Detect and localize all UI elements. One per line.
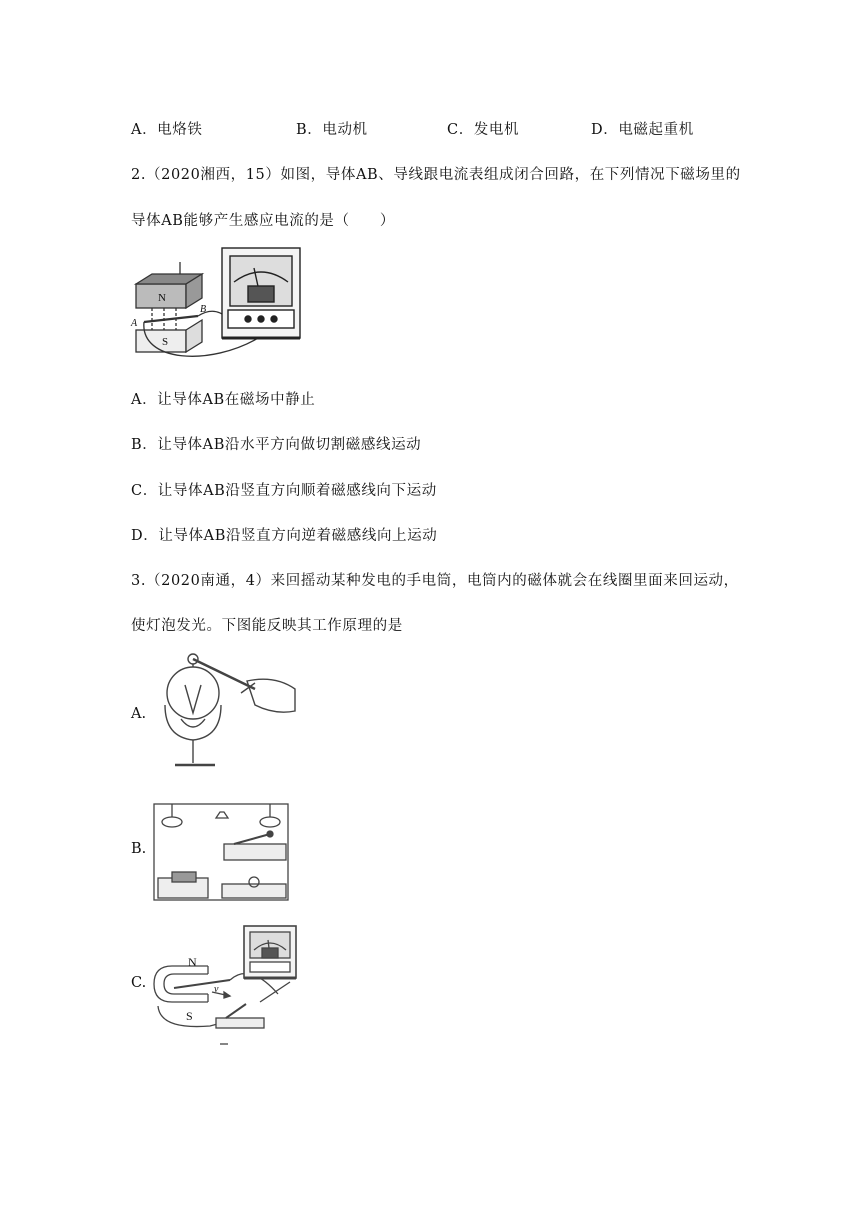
q2-stem-line2: 导体AB能够产生感应电流的是（ ）	[131, 213, 395, 229]
q2-stem-line1: 2.（2020湘西，15）如图，导体AB、导线跟电流表组成闭合回路，在下列情况下磁场里的	[131, 167, 741, 183]
q2-figure	[130, 242, 310, 372]
q3-figure-b	[152, 800, 292, 910]
label-a: A	[131, 318, 138, 329]
q3-figure-c	[150, 922, 310, 1050]
q3-option-c-label: C.	[131, 975, 147, 991]
q3-option-b-label: B.	[131, 841, 147, 857]
q2-option-c: C．让导体AB沿竖直方向顺着磁感线向下运动	[131, 483, 437, 499]
label-n: N	[158, 292, 166, 304]
q2-option-d: D．让导体AB沿竖直方向逆着磁感线向上运动	[131, 528, 438, 544]
q1-option-c: C．发电机	[447, 122, 520, 138]
q2-option-b: B．让导体AB沿水平方向做切割磁感线运动	[131, 437, 422, 453]
q1-option-d: D．电磁起重机	[591, 122, 694, 138]
q3-figure-a	[155, 645, 305, 775]
q3-stem-line1: 3.（2020南通，4）来回摇动某种发电的手电筒，电筒内的磁体就会在线圈里面来回运动，	[131, 573, 739, 589]
label-c-s: S	[186, 1009, 193, 1023]
label-s: S	[162, 336, 169, 348]
q1-option-a: A．电烙铁	[131, 122, 203, 138]
q2-option-a: A．让导体AB在磁场中静止	[131, 392, 316, 408]
q3-option-a-label: A.	[131, 706, 147, 722]
q1-option-b: B．电动机	[296, 122, 368, 138]
q3-stem-line2: 使灯泡发光。下图能反映其工作原理的是	[131, 618, 403, 634]
label-c-n: N	[188, 955, 197, 969]
label-c-v: v	[214, 984, 219, 995]
label-b: B	[200, 304, 207, 315]
